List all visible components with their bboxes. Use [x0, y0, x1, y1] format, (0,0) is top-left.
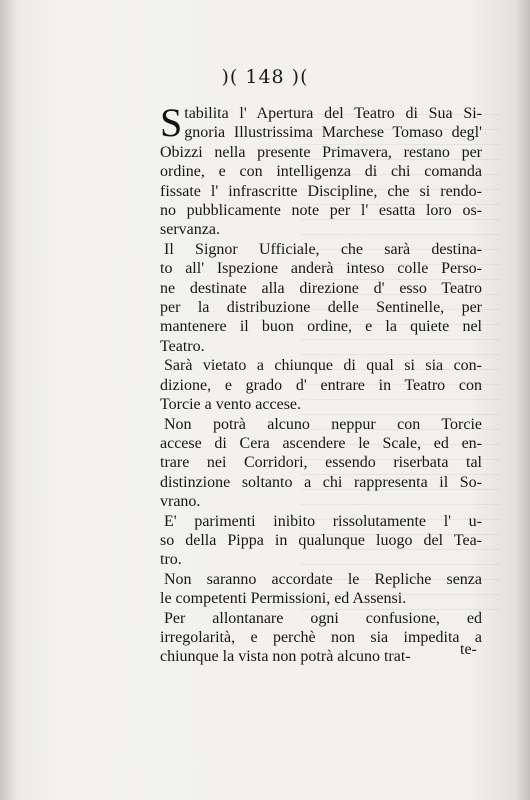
- text-line: Sarà vietato a chiunque di qual si sia con-: [164, 357, 482, 375]
- paragraph-7: [160, 609, 482, 667]
- text-line: dizione, e grado d' entrare in Teatro con: [160, 376, 482, 394]
- paragraph-1: [160, 100, 482, 240]
- body-text: [160, 100, 482, 667]
- paragraph-6: [160, 570, 482, 609]
- text-line: Il Signor Ufficiale, che sarà destina-: [164, 240, 482, 258]
- text-line: Non saranno accordate le Repliche senza: [164, 570, 482, 588]
- text-line: distinzione soltanto a chi rappresenta il So-: [160, 473, 482, 491]
- page-number-header: )( 148 )(: [221, 66, 309, 88]
- paragraph-5: [160, 512, 482, 570]
- text-line: servanza.: [160, 221, 220, 239]
- paragraph-4: [160, 415, 482, 512]
- text-line: vrano.: [160, 493, 201, 511]
- text-line: tabilita l' Apertura del Teatro di Sua Si-: [184, 105, 482, 122]
- paragraph-3: [160, 356, 482, 414]
- text-line: E' parimenti inibito rissolutamente l' u-: [164, 512, 482, 530]
- text-line: Per allontanare ogni confusione, ed: [164, 609, 482, 627]
- text-line: to all' Ispezione anderà inteso colle Perso-: [160, 260, 482, 278]
- text-line: tro.: [160, 551, 182, 569]
- text-line: ne destinate alla direzione d' esso Teatro: [160, 279, 482, 297]
- text-line: no pubblicamente note per l' esatta loro os-: [160, 202, 482, 220]
- text-line: Torcie a vento accese.: [160, 396, 302, 414]
- text-line: so della Pippa in qualunque luogo del Tea-: [160, 531, 482, 549]
- text-line: chiunque la vista non potrà alcuno trat-: [160, 648, 411, 666]
- text-line: Teatro.: [160, 337, 205, 355]
- text-line: fissate l' infrascritte Discipline, che si rendo-: [160, 182, 482, 200]
- text-line: accese di Cera ascendere le Scale, ed en-: [160, 434, 482, 452]
- text-line: trare nei Corridori, essendo riserbata tal: [160, 454, 482, 472]
- text-line: Obizzi nella presente Primavera, restano per: [160, 143, 482, 161]
- text-line: gnoria Illustrissima Marchese Tomaso degl': [184, 124, 482, 142]
- catchword: te-: [460, 641, 477, 658]
- text-line: per la distribuzione delle Sentinelle, per: [160, 299, 482, 317]
- text-line: Non potrà alcuno neppur con Torcie: [164, 415, 482, 433]
- text-line: irregolarità, e perchè non sia impedita a: [160, 628, 482, 646]
- text-line: mantenere il buon ordine, e la quiete nel: [160, 318, 482, 336]
- paragraph-2: [160, 240, 482, 356]
- text-line: ordine, e con intelligenza di chi comanda: [160, 163, 482, 181]
- drop-cap: S: [160, 100, 183, 145]
- text-line: le competenti Permissioni, ed Assensi.: [160, 590, 407, 608]
